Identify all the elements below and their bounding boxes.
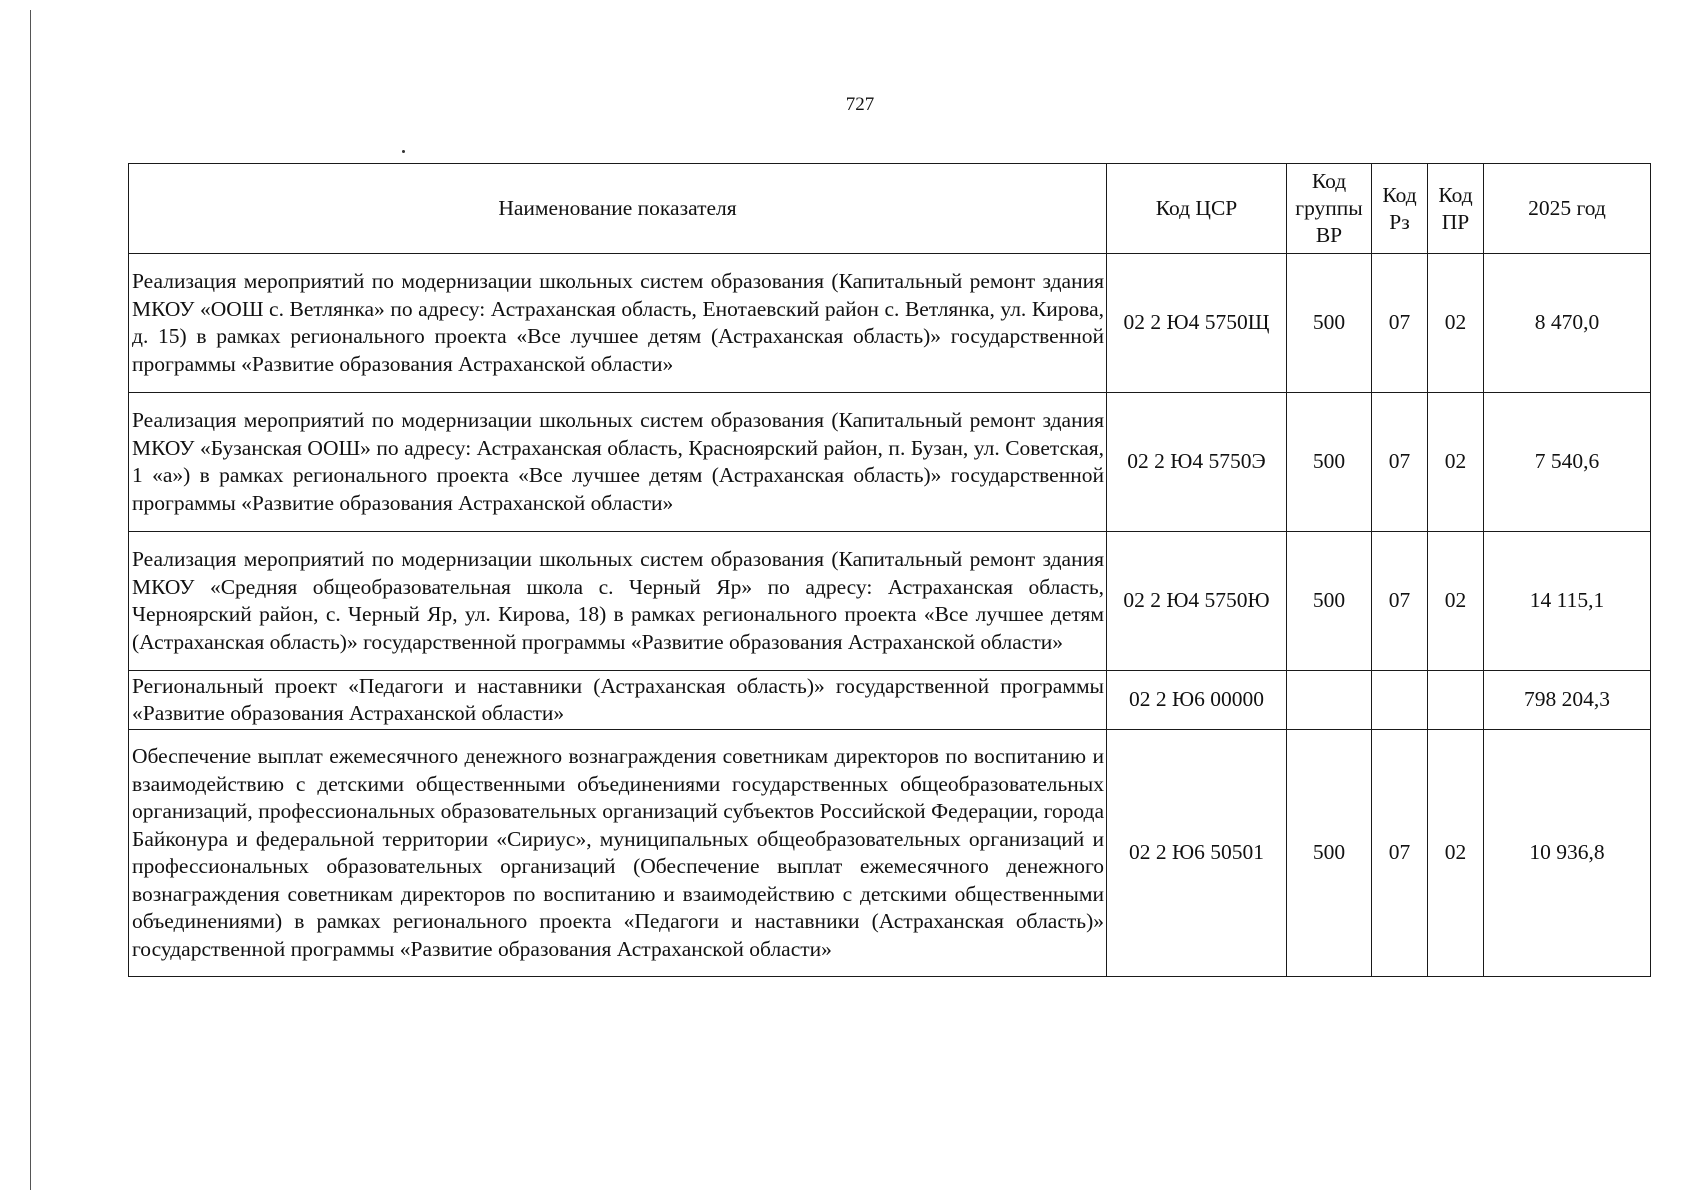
cell-rz [1372,671,1428,730]
cell-vr: 500 [1287,730,1372,977]
table-row [129,393,1651,532]
page-number: 727 [845,94,875,115]
table-header-row [129,164,1651,254]
cell-amount: 8 470,0 [1484,254,1651,393]
scan-speck [402,150,405,153]
cell-pr: 02 [1428,254,1484,393]
cell-name: Реализация мероприятий по модернизации школьных систем образования (Капитальный ремонт здания МКОУ «Средняя общеобразовательная школа с. Черный Яр» по адресу: Астраханская область, Черноярский район, с. Черный Яр, ул. Кирова, 18) в рамках регионального проекта «Все лучшее детям (Астраханская область)» государственной программы «Развитие образования Астраханской области» [129,532,1107,671]
cell-amount: 14 115,1 [1484,532,1651,671]
cell-pr [1428,671,1484,730]
table-row [129,254,1651,393]
cell-vr: 500 [1287,532,1372,671]
cell-vr: 500 [1287,254,1372,393]
cell-csr: 02 2 Ю6 50501 [1107,730,1287,977]
cell-pr: 02 [1428,393,1484,532]
cell-name: Реализация мероприятий по модернизации школьных систем образования (Капитальный ремонт здания МКОУ «ООШ с. Ветлянка» по адресу: Астраханская область, Енотаевский район с. Ветлянка, ул. Кирова, д. 15) в рамках регионального проекта «Все лучшее детям (Астраханская область)» государственной программы «Развитие образования Астраханской области» [129,254,1107,393]
cell-rz: 07 [1372,532,1428,671]
table-row [129,730,1651,977]
cell-amount: 7 540,6 [1484,393,1651,532]
cell-vr: 500 [1287,393,1372,532]
cell-pr: 02 [1428,730,1484,977]
cell-rz: 07 [1372,254,1428,393]
cell-name: Реализация мероприятий по модернизации школьных систем образования (Капитальный ремонт здания МКОУ «Бузанская ООШ» по адресу: Астраханская область, Красноярский район, п. Бузан, ул. Советская, 1 «а») в рамках регионального проекта «Все лучшее детям (Астраханская область)» государственной программы «Развитие образования Астраханской области» [129,393,1107,532]
cell-csr: 02 2 Ю4 5750Щ [1107,254,1287,393]
cell-amount: 10 936,8 [1484,730,1651,977]
cell-pr: 02 [1428,532,1484,671]
cell-csr: 02 2 Ю4 5750Э [1107,393,1287,532]
header-name: Наименование показателя [129,164,1107,254]
cell-name: Региональный проект «Педагоги и наставники (Астраханская область)» государственной программы «Развитие образования Астраханской области» [129,671,1107,730]
scan-margin-line [30,10,31,1190]
cell-rz: 07 [1372,730,1428,977]
header-vr: Код группы ВР [1287,164,1372,254]
table-row [129,671,1651,730]
cell-amount: 798 204,3 [1484,671,1651,730]
cell-csr: 02 2 Ю6 00000 [1107,671,1287,730]
header-rz: Код Рз [1372,164,1428,254]
header-year: 2025 год [1484,164,1651,254]
budget-table [128,163,1651,977]
cell-vr [1287,671,1372,730]
cell-name: Обеспечение выплат ежемесячного денежного вознаграждения советникам директоров по воспитанию и взаимодействию с детскими общественными объединениями государственных общеобразовательных организаций, профессиональных образовательных организаций субъектов Российской Федерации, города Байконура и федеральной территории «Сириус», муниципальных общеобразовательных организаций и профессиональных образовательных организаций (Обеспечение выплат ежемесячного денежного вознаграждения советникам директоров по воспитанию и взаимодействию с детскими общественными объединениями) в рамках регионального проекта «Педагоги и наставники (Астраханская область)» государственной программы «Развитие образования Астраханской области» [129,730,1107,977]
cell-rz: 07 [1372,393,1428,532]
header-pr: Код ПР [1428,164,1484,254]
header-csr: Код ЦСР [1107,164,1287,254]
table-row [129,532,1651,671]
cell-csr: 02 2 Ю4 5750Ю [1107,532,1287,671]
